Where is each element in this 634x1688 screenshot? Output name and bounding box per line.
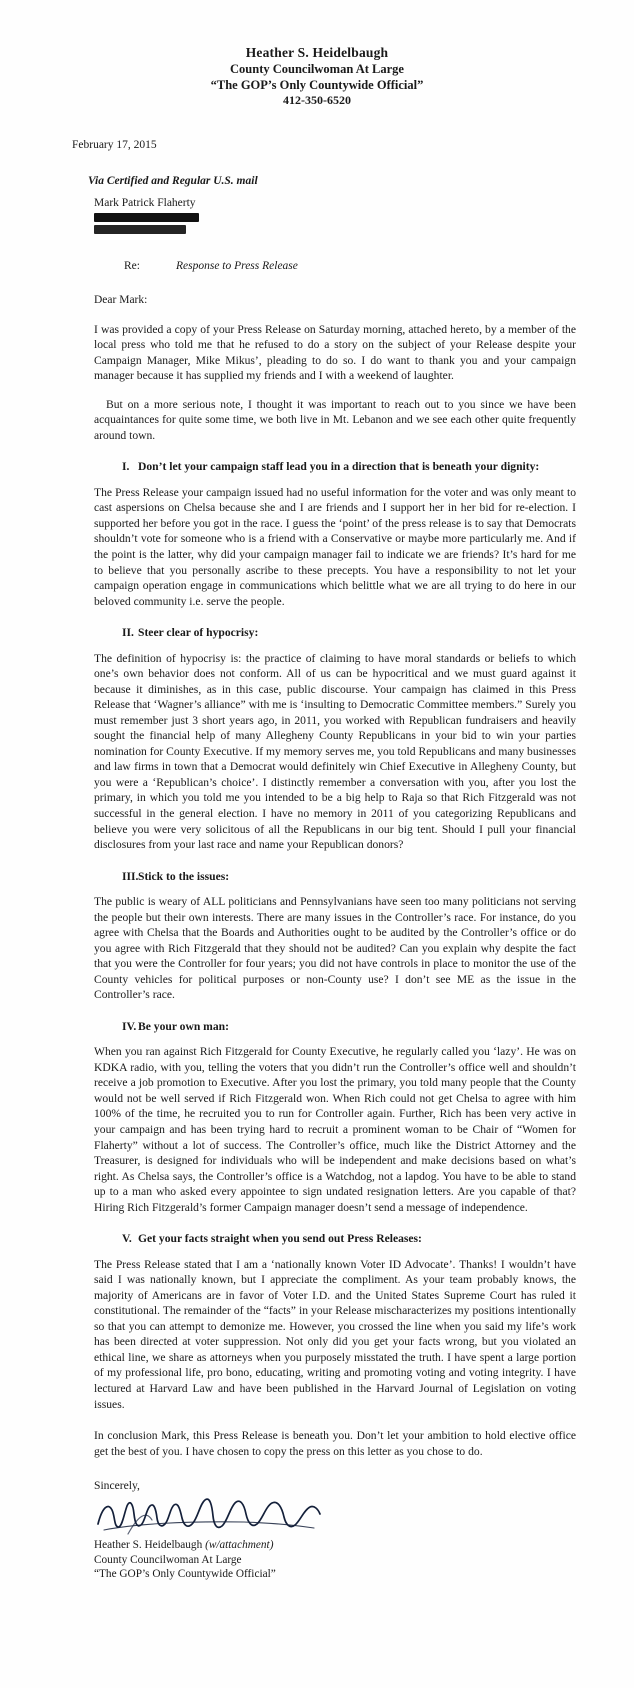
section-title: Stick to the issues: — [138, 869, 230, 883]
letterhead-tagline: “The GOP’s Only Countywide Official” — [210, 78, 424, 93]
paragraph: I was provided a copy of your Press Release on Saturday morning, attached hereto, by a member of the local press who told me that he refused to do a story on the subject of your Release despite your Campaign Manager, Mike Mikus’, pleading to do so. I do want to thank you and your campaign manager because it has supplied my friends and I with a weekend of laughter. — [94, 322, 576, 383]
letter-body — [52, 322, 582, 1459]
section-number: IV. — [122, 1019, 137, 1033]
signer-name: Heather S. Heidelbaugh — [94, 1539, 203, 1552]
paragraph: The Press Release your campaign issued had no useful information for the voter and was only meant to cast aspersions on Chelsa because she and I are friends and I support her in her bid for re-election. I supported her before you got in the race. I guess the ‘point’ of the press release is to say that Democrats shouldn’t vote for someone who is a friend with a Conservative or maybe more particularly me. And if the point is the latter, why did your campaign manager fail to indicate we are friends? It’s hard for me to believe that you personally ascribe to these precepts. You have a responsibility to not let your campaign operation engage in communications which belittle what we are all trying to do here in our beloved community i.e. serve the people. — [94, 485, 576, 608]
section-number: I. — [122, 460, 130, 474]
paragraph: But on a more serious note, I thought it was important to reach out to you since we have been acquaintances for quite some time, we both live in Mt. Lebanon and we see each other quite frequently around town. — [94, 397, 576, 442]
letter-date: February 17, 2015 — [72, 138, 157, 151]
paragraph: When you ran against Rich Fitzgerald for County Executive, he regularly called you ‘lazy’. He was on KDKA radio, with you, telling the voters that you didn’t run the Controller’s office well and shouldn’t receive a job promotion to Executive. After you lost the primary, you told many people that the County would not be well served if Rich Fitzgerald won. When Rich could not get Chelsa to agree with him 100% of the time, he recruited you to run for Controller again. Further, Rich has been very active in your campaign and has been trying hard to recruit a prominent woman to be Chair of “Women for Flaherty” without a lot of success. The Controller’s office, much like the District Attorney and the Treasurer, is designed for individuals who will be independent and make decisions based on what’s right. As Chelsa says, the Controller’s office is a Watchdog, not a lapdog. You have to be able to stand up to a man who asked every appointee to sign undated resignation letters. Are you capable of that? Hiring Rich Fitzgerald’s former Campaign manager doesn’t send a message of independence. — [94, 1045, 576, 1214]
section-number: III. — [122, 869, 139, 883]
delivery-method-note: Via Certified and Regular U.S. mail — [88, 174, 258, 187]
section-number: V. — [122, 1232, 132, 1246]
redacted-address-line-2 — [94, 225, 186, 234]
signature-block — [94, 1538, 582, 1582]
handwritten-signature — [94, 1494, 324, 1538]
paragraph: In conclusion Mark, this Press Release is beneath you. Don’t let your ambition to hold elective office get the best of you. I have chosen to copy the press on this letter as you chose to do. — [94, 1429, 576, 1458]
section-number: II. — [122, 626, 134, 640]
section-heading — [52, 869, 582, 885]
section-title: Be your own man: — [138, 1019, 229, 1033]
redacted-address-line-1 — [94, 213, 199, 222]
subject-label: Re: — [124, 259, 140, 272]
section-heading — [52, 1019, 582, 1035]
section-title: Don’t let your campaign staff lead you in a direction that is beneath your dignity: — [138, 460, 540, 474]
letterhead-title: County Councilwoman At Large — [230, 62, 404, 77]
paragraph: The definition of hypocrisy is: the practice of claiming to have moral standards or beliefs to which one’s own behavior does not conform. All of us can be hypocritical and we must guard against it because it diminishes, as in this case, public discourse. Your campaign has claimed in this Press Release that ‘Wagner’s alliance” with me is ‘insulting to Democratic Committee members.” Surely you must remember just 3 short years ago, in 2011, you worked with Republican fundraisers and heavily sought the financial help of many Allegheny County Republicans in your bid to win your parties nomination for County Executive. If my memory serves me, you told Republicans and many businesses and law firms in town that a Democrat would definitely win Chief Executive in Allegheny County, but you were a ‘Republican’s choice’. I distinctly remember a conversation with you, after you lost the primary, in which you told me you intended to be a big help to Raja so that Rich Fitzgerald was not successful in the general election. I have no memory in 2011 of you categorizing Republicans and believe you were very solicitous of all the Republicans in our big tent. Should I pull your financial disclosures from your last race and name your Republican donors? — [94, 651, 576, 852]
section-title: Steer clear of hypocrisy: — [138, 626, 259, 640]
section-title: Get your facts straight when you send out Press Releases: — [138, 1232, 422, 1246]
salutation: Dear Mark: — [94, 293, 148, 306]
signer-tagline: “The GOP’s Only Countywide Official” — [94, 1568, 276, 1581]
paragraph: The public is weary of ALL politicians and Pennsylvanians have seen too many politicians not serving the people but their own interests. There are many issues in the Controller’s race. For instance, do you agree with Chelsa that the Boards and Authorities ought to be audited by the Controller’s office or do you agree with Rich Fitzgerald that they should not be audited? Can you explain why despite the fact that you were the Controller for four years; you did not have controls in place to monitor the use of the County vehicles for political purposes or non-County use? I don’t see ME as the issue in the Controller’s race. — [94, 895, 576, 1002]
subject-value: Response to Press Release — [176, 259, 298, 272]
letterhead — [52, 44, 582, 109]
addressee-name: Mark Patrick Flaherty — [94, 196, 196, 209]
section-heading — [52, 625, 582, 641]
signer-title: County Councilwoman At Large — [94, 1553, 242, 1566]
letterhead-phone: 412-350-6520 — [283, 93, 351, 108]
attachment-note: (w/attachment) — [205, 1539, 274, 1552]
paragraph: The Press Release stated that I am a ‘nationally known Voter ID Advocate’. Thanks! I wouldn’t have said I was nationally known, but I appreciate the compliment. As your team probably knows, the majority of Americans are in favor of Voter I.D. and the United States Supreme Court has ruled it constitutional. The remainder of the “facts” in your Release mischaracterizes my positions intentionally so that you can attempt to demonize me. However, you crossed the line when you said my life’s work has been directed at voter suppression. Not only did you get your facts wrong, but you violated an ethical line, we share as attorneys when you purposely misstated the truth. I have spent a large portion of my professional life, pro bono, educating, writing and promoting voting and voting integrity. I have lectured at Harvard Law and have been published in the Harvard Journal of Legislation on voting issues. — [94, 1257, 576, 1411]
subject-line — [124, 260, 582, 272]
signer-name-line — [94, 1538, 582, 1553]
section-heading — [52, 1231, 582, 1247]
letterhead-name: Heather S. Heidelbaugh — [245, 45, 389, 60]
closing: Sincerely, — [94, 1479, 140, 1493]
section-heading — [52, 459, 582, 475]
